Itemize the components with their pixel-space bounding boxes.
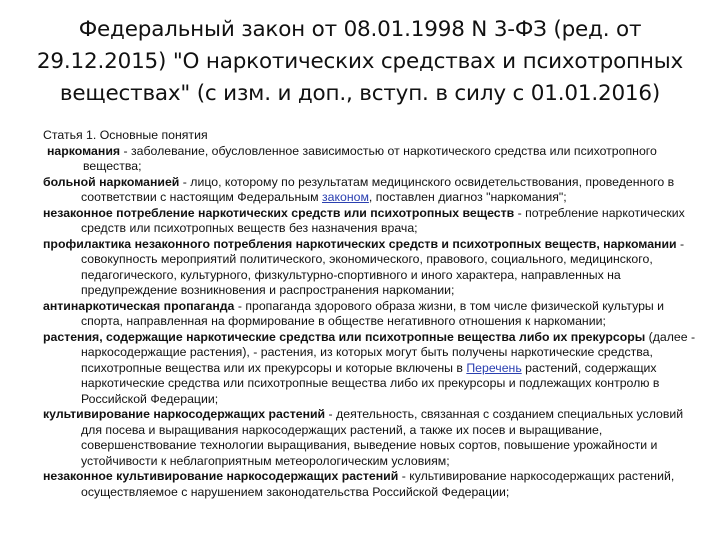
definition-text: - лицо, которому по результатам медицинского освидетельствования, проведенного в соответствии с настоящим Федеральным (81, 174, 675, 204)
definition-kultivirovanie (43, 407, 703, 469)
definition-term: антинаркотическая пропаганда (43, 298, 235, 313)
document-title (6, 14, 714, 110)
definition-nezakonnoe-potreblenie (43, 206, 703, 237)
definition-term: растения, содержащие наркотические средства или психотропные вещества либо их прекурсоры (43, 329, 646, 344)
definition-antinarkoticheskaya-propaganda (43, 299, 703, 330)
definition-term: незаконное потребление наркотических средств или психотропных веществ (43, 205, 515, 220)
definition-term: больной наркоманией (43, 174, 180, 189)
definition-term: наркомания (47, 143, 121, 158)
title-line-1: Федеральный закон от 08.01.1998 N 3-ФЗ (ред. от (78, 17, 642, 42)
definition-text: - пропаганда здорового образа жизни, в том числе физической культуры и спорта, направленная на формирование в обществе негативного отношения к наркомании; (81, 298, 665, 328)
perechen-link[interactable]: Перечень (466, 360, 522, 375)
definition-text: - культивирование наркосодержащих растений, осуществляемое с нарушением законодательства Российской Федерации; (81, 469, 675, 499)
definition-text: , поставлен диагноз "наркомания"; (368, 190, 567, 204)
definition-text: - деятельность, связанная с созданием специальных условий для посева и выращивания наркосодержащих растений, а также их посев и выращивание, совершенствование технологии выращивания, выведение новых сортов, повышение урожайности и устойчивости к неблагоприятным метеорологическим условиям; (81, 407, 684, 468)
law-link[interactable]: законом (322, 190, 369, 204)
definition-term: профилактика незаконного потребления наркотических средств и психотропных веществ, наркомании (43, 236, 677, 251)
definition-narkomaniya (43, 144, 703, 175)
definition-text: - совокупность мероприятий политического, экономического, правового, социального, медицинского, педагогического, культурного, физкультурно-спортивного и иного характера, направленных на предупреждение возникновения и распространения наркомании; (81, 236, 685, 297)
definition-bolnoy-narkomaniey (43, 175, 703, 206)
article-heading: Статья 1. Основные понятия (43, 128, 208, 142)
article-body (43, 128, 703, 500)
definition-term: культивирование наркосодержащих растений (43, 407, 326, 421)
definition-rasteniya (43, 330, 703, 408)
definition-text: (далее - наркосодержащие растения), - растения, из которых могут быть получены наркотические средства, психотропные вещества или их прекурсоры и которые включены в (81, 329, 696, 375)
definition-text: - заболевание, обусловленное зависимостью от наркотического средства или психотропного вещества; (83, 143, 657, 173)
definition-text: растений, содержащих наркотические средства или психотропные вещества либо их прекурсоры и подлежащих контролю в Российской Федерации; (81, 360, 660, 406)
definition-profilaktika (43, 237, 703, 299)
title-line-3: веществах" (с изм. и доп., вступ. в силу с 01.01.2016) (59, 81, 661, 106)
definition-term: незаконное культивирование наркосодержащих растений (43, 469, 399, 483)
definition-nezakonnoe-kultivirovanie (43, 469, 703, 500)
title-line-2: 29.12.2015) "О наркотических средствах и психотропных (36, 49, 684, 74)
definition-text: - потребление наркотических средств или психотропных веществ без назначения врача; (81, 205, 685, 235)
